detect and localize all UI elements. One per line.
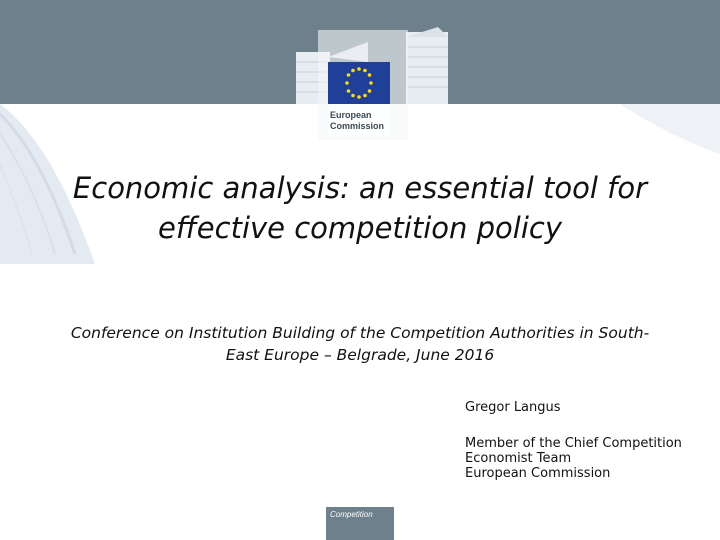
subtitle-line-2: East Europe – Belgrade, June 2016 xyxy=(225,346,495,364)
logo-wordmark xyxy=(330,110,440,132)
footer-tab-label: Competition xyxy=(330,510,373,519)
logo-line-2: Commission xyxy=(330,121,385,131)
slide-subtitle xyxy=(14,322,706,366)
logo-line-1: European xyxy=(330,110,372,120)
title-line-2: effective competition policy xyxy=(158,211,562,245)
author-role-line-1: Member of the Chief Competition xyxy=(465,436,682,451)
footer-competition-tab xyxy=(326,507,394,540)
slide-title xyxy=(20,168,700,248)
author-name: Gregor Langus xyxy=(465,400,561,415)
subtitle-line-1: Conference on Institution Building of the Competition Authorities in South- xyxy=(70,324,650,342)
author-role-line-2: Economist Team xyxy=(465,451,572,466)
title-line-1: Economic analysis: an essential tool for xyxy=(72,171,648,205)
author-organization: European Commission xyxy=(465,466,611,481)
author-block xyxy=(465,400,715,481)
